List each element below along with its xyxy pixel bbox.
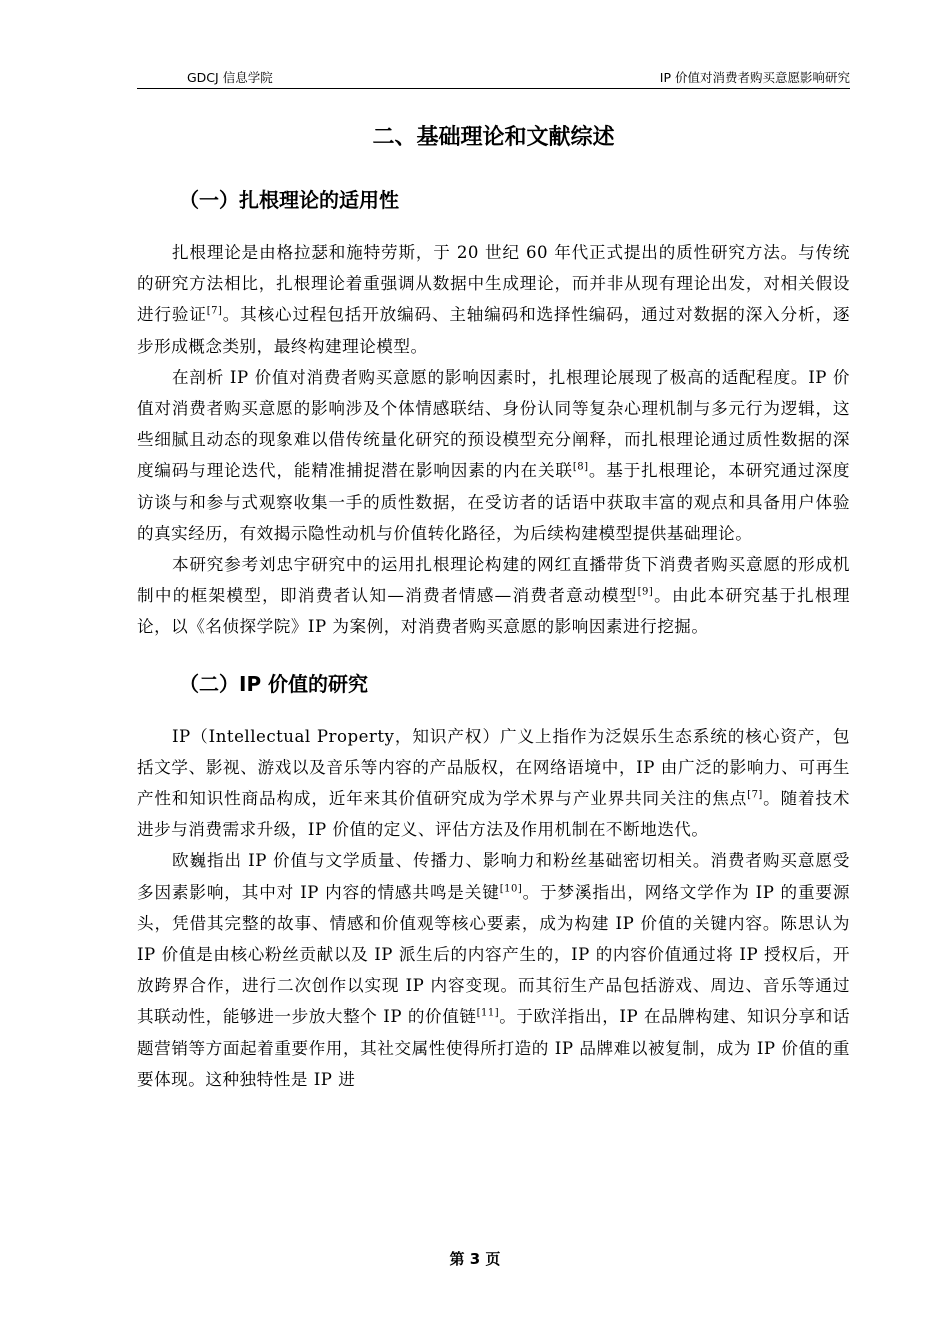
page-content <box>137 118 850 1095</box>
chapter-title: 二、基础理论和文献综述 <box>372 125 615 150</box>
section-title-2: （二）IP 价值的研究 <box>179 671 369 696</box>
section-title-1: （一）扎根理论的适用性 <box>179 188 399 212</box>
citation: [10] <box>499 883 523 895</box>
paragraph: 扎根理论是由格拉瑟和施特劳斯，于 20 世纪 60 年代正式提出的质性研究方法。与传统的研究方法相比，扎根理论着重强调从数据中生成理论，而并非从现有理论出发，对相关假设进行验证[7]。其核心过程包括开放编码、主轴编码和选择性编码，通过对数据的深入分析，逐步形成概念类别，最终构建理论模型。 <box>137 243 850 356</box>
citation: [7] <box>206 305 223 317</box>
paragraph: 欧巍指出 IP 价值与文学质量、传播力、影响力和粉丝基础密切相关。消费者购买意愿受多因素影响，其中对 IP 内容的情感共鸣是关键[10]。于梦溪指出，网络文学作为 IP 的重要源头，凭借其完整的故事、情感和价值观等核心要素，成为构建 IP 价值的关键内容。陈思认为 IP 价值是由核心粉丝贡献以及 IP 派生后的内容产生的，IP 的内容价值通过将 IP 授权后，开放跨界合作，进行二次创作以实现 IP 内容变现。而其衍生产品包括游戏、周边、音乐等通过其联动性，能够进一步放大整个 IP 的价值链[11]。于欧洋指出，IP 在品牌构建、知识分享和话题营销等方面起着重要作用，其社交属性使得所打造的 IP 品牌难以被复制，成为 IP 价值的重要体现。这种独特性是 IP 进 <box>137 851 850 1089</box>
citation: [8] <box>572 461 589 473</box>
page-number: 第 3 页 <box>449 1250 501 1268</box>
citation: [11] <box>476 1007 500 1019</box>
page-header <box>137 64 850 89</box>
paragraph: 本研究参考刘忠宇研究中的运用扎根理论构建的网红直播带货下消费者购买意愿的形成机制中的框架模型，即消费者认知—消费者情感—消费者意动模型[9]。由此本研究基于扎根理论，以《名侦探学院》IP 为案例，对消费者购买意愿的影响因素进行挖掘。 <box>137 555 851 637</box>
paragraph: IP（Intellectual Property，知识产权）广义上指作为泛娱乐生态系统的核心资产，包括文学、影视、游戏以及音乐等内容的产品版权，在网络语境中，IP 由广泛的影响力、可再生产性和知识性商品构成，近年来其价值研究成为学术界与产业界共同关注的焦点[7]。随着技术进步与消费需求升级，IP 价值的定义、评估方法及作用机制在不断地迭代。 <box>137 726 851 840</box>
header-paper-title: IP 价值对消费者购买意愿影响研究 <box>659 70 850 85</box>
paragraph: 在剖析 IP 价值对消费者购买意愿的影响因素时，扎根理论展现了极高的适配程度。IP 价值对消费者购买意愿的影响涉及个体情感联结、身份认同等复杂心理机制与多元行为逻辑，这些细腻且动态的现象难以借传统量化研究的预设模型充分阐释，而扎根理论通过质性数据的深度编码与理论迭代，能精准捕捉潜在影响因素的内在关联[8]。基于扎根理论，本研究通过深度访谈与和参与式观察收集一手的质性数据，在受访者的话语中获取丰富的观点和具备用户体验的真实经历，有效揭示隐性动机与价值转化路径，为后续构建模型提供基础理论。 <box>137 367 851 543</box>
header-institution: GDCJ 信息学院 <box>187 70 273 85</box>
citation: [7] <box>747 789 763 801</box>
citation: [9] <box>637 586 654 598</box>
